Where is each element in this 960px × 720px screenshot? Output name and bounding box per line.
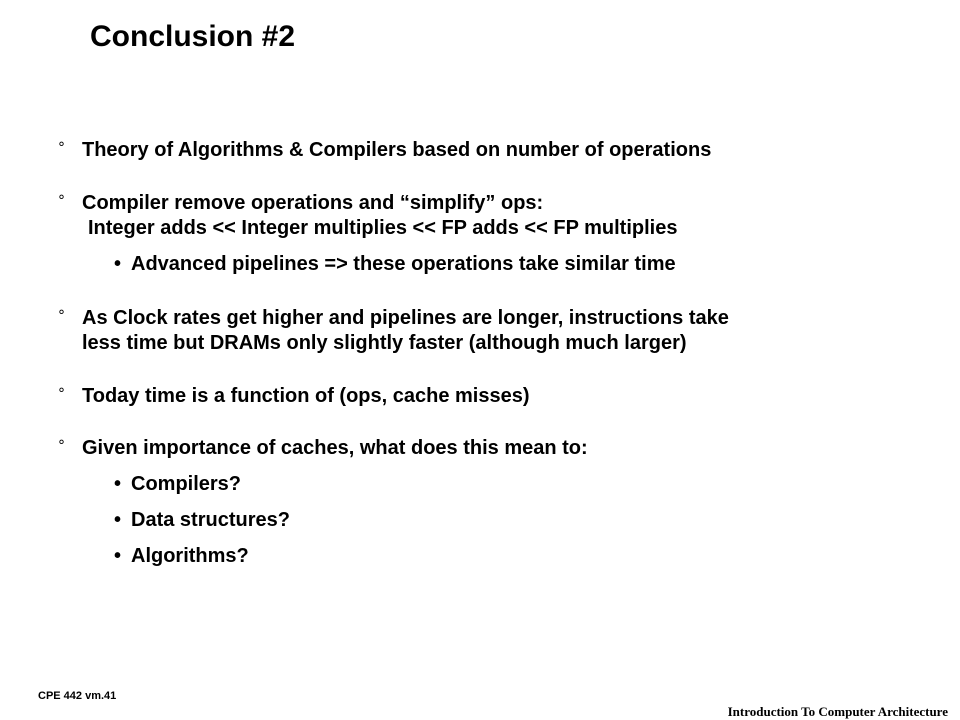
bullet-text: Compiler remove operations and “simplify” ops: xyxy=(82,192,544,214)
sub-bullet-text: Compilers? xyxy=(131,473,242,495)
bullet-marker: ° xyxy=(58,193,65,209)
bullet-text: Today time is a function of (ops, cache misses) xyxy=(82,385,530,407)
bullet-text: Theory of Algorithms & Compilers based on number of operations xyxy=(82,139,712,161)
bullet-text: Given importance of caches, what does this mean to: xyxy=(82,437,588,459)
sub-bullet-text: Algorithms? xyxy=(131,545,249,567)
bullet-marker: ° xyxy=(58,438,65,454)
sub-bullet-marker: • xyxy=(114,509,122,531)
bullet-marker: ° xyxy=(58,386,65,402)
sub-bullet-text: Advanced pipelines => these operations take similar time xyxy=(131,253,676,275)
sub-bullet-marker: • xyxy=(114,473,122,495)
slide-footer-course: Introduction To Computer Architecture xyxy=(727,704,948,719)
bullet-text: As Clock rates get higher and pipelines are longer, instructions take xyxy=(82,307,729,329)
bullet-text: less time but DRAMs only slightly faster (although much larger) xyxy=(82,332,687,354)
bullet-marker: ° xyxy=(58,140,65,156)
bullet-marker: ° xyxy=(58,308,65,324)
bullet-text: Integer adds << Integer multiplies << FP adds << FP multiplies xyxy=(88,217,678,239)
sub-bullet-marker: • xyxy=(114,545,122,567)
sub-bullet-marker: • xyxy=(114,253,122,275)
slide-footer-id: CPE 442 vm.41 xyxy=(38,690,117,702)
sub-bullet-text: Data structures? xyxy=(131,509,290,531)
slide-title: Conclusion #2 xyxy=(90,20,296,53)
